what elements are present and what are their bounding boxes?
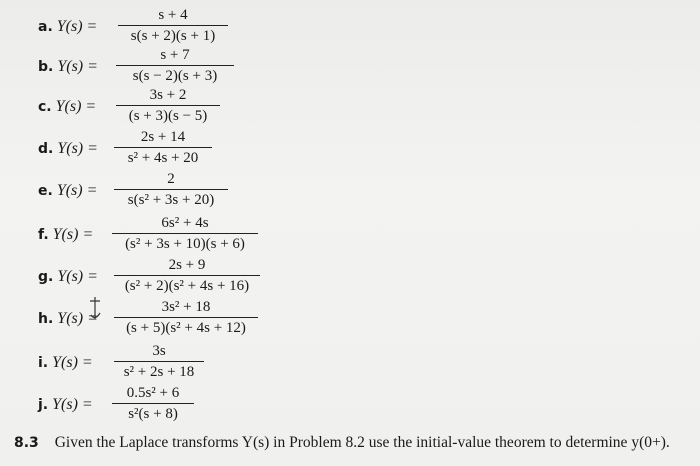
denominator: (s + 5)(s² + 4s + 12) (126, 320, 246, 336)
denominator: s(s − 2)(s + 3) (132, 68, 218, 84)
denominator: s²(s + 8) (128, 406, 178, 422)
fraction-bar (118, 25, 228, 26)
fraction-bar (112, 403, 194, 404)
equation-f (0, 214, 700, 254)
item-letter: d. (38, 141, 54, 157)
numerator: 3s + 2 (149, 87, 187, 103)
equation-d (0, 128, 700, 168)
item-lhs: Y(s) = (52, 226, 94, 243)
item-letter: b. (38, 59, 54, 75)
denominator: (s² + 3s + 10)(s + 6) (125, 236, 245, 252)
item-letter: j. (38, 397, 49, 413)
item-lhs: Y(s) = (52, 354, 93, 371)
equation-j (0, 384, 700, 424)
item-lhs: Y(s) = (57, 140, 98, 157)
equation-a (0, 6, 700, 46)
numerator: 6s² + 4s (161, 215, 209, 231)
fraction (112, 384, 194, 423)
item-letter: f. (38, 227, 49, 243)
fraction (116, 86, 220, 125)
item-letter: e. (38, 183, 53, 199)
numerator: 0.5s² + 6 (126, 385, 180, 401)
fraction-bar (116, 65, 234, 66)
equation-e (0, 170, 700, 210)
numerator: s + 4 (158, 7, 188, 23)
fraction (114, 342, 204, 381)
item-lhs: Y(s) = (57, 58, 98, 75)
equation-b (0, 46, 700, 86)
denominator: s(s² + 3s + 20) (127, 192, 215, 208)
numerator: 3s (152, 343, 166, 359)
problem-statement (14, 434, 670, 452)
item-lhs: Y(s) = (55, 98, 97, 115)
item-letter: c. (38, 99, 52, 115)
denominator: s(s + 2)(s + 1) (130, 28, 216, 44)
item-lhs: Y(s) = (56, 182, 98, 199)
fraction-bar (112, 233, 258, 234)
item-letter: g. (38, 269, 54, 285)
denominator: (s² + 2)(s² + 4s + 16) (124, 278, 250, 294)
fraction (112, 214, 258, 253)
fraction (118, 6, 228, 45)
problem-text: Given the Laplace transforms Y(s) in Problem 8.2 use the initial-value theorem to determine y(0+). (54, 434, 670, 451)
fraction-bar (116, 105, 220, 106)
equation-c (0, 86, 700, 126)
fraction (114, 298, 258, 337)
equation-g (0, 256, 700, 296)
denominator: s² + 4s + 20 (127, 150, 199, 166)
item-lhs: Y(s) = (57, 268, 98, 285)
numerator: 2 (167, 171, 175, 187)
fraction-bar (114, 275, 260, 276)
problem-number: 8.3 (14, 435, 39, 451)
numerator: 2s + 9 (168, 257, 206, 273)
pen-mark-icon (88, 295, 102, 321)
item-letter: a. (38, 19, 53, 35)
denominator: s² + 2s + 18 (123, 364, 195, 380)
item-letter: h. (38, 311, 54, 327)
fraction-bar (114, 147, 212, 148)
fraction (114, 128, 212, 167)
numerator: s + 7 (160, 47, 190, 63)
item-lhs: Y(s) = (56, 18, 98, 35)
fraction (114, 170, 228, 209)
fraction (114, 256, 260, 295)
equation-h (0, 298, 700, 338)
numerator: 3s² + 18 (161, 299, 211, 315)
item-lhs: Y(s) = (57, 310, 98, 327)
fraction-bar (114, 317, 258, 318)
fraction-bar (114, 189, 228, 190)
item-lhs: Y(s) = (52, 396, 93, 413)
equation-i (0, 342, 700, 382)
numerator: 2s + 14 (140, 129, 186, 145)
fraction-bar (114, 361, 204, 362)
fraction (116, 46, 234, 85)
denominator: (s + 3)(s − 5) (128, 108, 208, 124)
item-letter: i. (38, 355, 49, 371)
